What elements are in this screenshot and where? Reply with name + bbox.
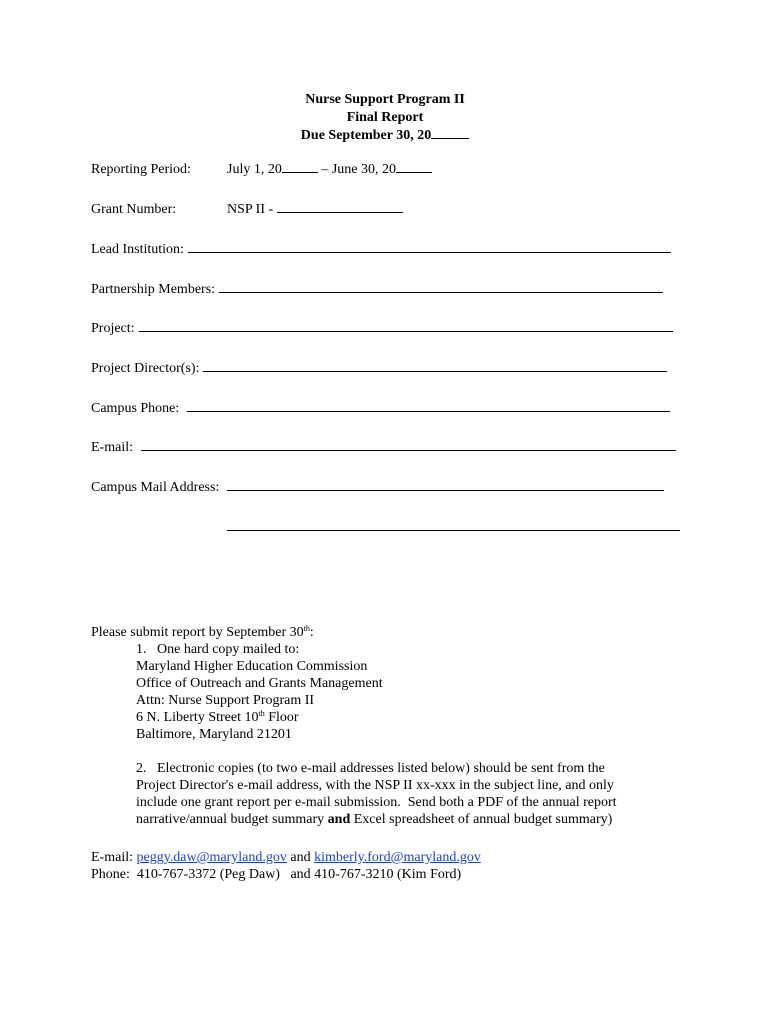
address-line-1: Maryland Higher Education Commission [136,659,368,674]
reporting-period-label: Reporting Period: [91,162,191,177]
electronic-text-a: narrative/annual budget summary [136,812,328,827]
intro-text: Please submit report by September 30 [91,625,304,640]
lead-institution-label: Lead Institution: [91,242,184,257]
contact-phone-line: Phone: 410-767-3372 (Peg Daw) and 410-767-3210 (Kim Ford) [91,867,462,882]
item-hard-copy: 1. One hard copy mailed to: [136,642,300,657]
address-line-5: Baltimore, Maryland 21201 [136,727,292,742]
intro-sup: th [303,624,310,633]
due-year-blank[interactable] [431,126,469,139]
electronic-text-bold: and [327,812,351,827]
reporting-period-row [91,160,432,178]
start-year-blank[interactable] [282,160,318,173]
partnership-members-label: Partnership Members: [91,282,216,297]
electronic-text-b: Excel spreadsheet of annual budget summary) [350,812,613,827]
address-line-4 [136,709,681,726]
grant-number-label: Grant Number: [91,202,177,217]
contact-email-line [91,849,481,866]
address-street: 6 N. Liberty Street 10 [136,710,259,725]
email-link-peggy[interactable]: peggy.daw@maryland.gov [136,850,287,865]
project-directors-row [91,359,667,377]
lead-institution-row [91,240,671,258]
address-line-2: Office of Outreach and Grants Management [136,676,383,691]
project-label: Project: [91,321,135,336]
campus-mail-second-blank[interactable] [227,518,680,531]
campus-phone-label: Campus Phone: [91,401,180,416]
grant-number-blank[interactable] [277,200,403,213]
item-electronic-line-4 [136,811,681,828]
item-electronic-line-3: include one grant report per e-mail submission. Send both a PDF of the annual report [136,795,617,810]
contact-info [91,849,481,883]
due-date-text: Due September 30, 20 [300,128,432,143]
title-line-report: Final Report [346,109,424,125]
project-blank[interactable] [139,319,673,332]
campus-mail-label: Campus Mail Address: [91,480,220,495]
campus-phone-blank[interactable] [187,399,670,412]
partnership-members-blank[interactable] [219,280,663,293]
item-electronic-line-2: Project Director's e-mail address, with the NSP II xx-xxx in the subject line, and only [136,778,614,793]
contact-email-label: E-mail: [91,850,137,865]
reporting-period-start: July 1, 20 [227,162,282,177]
submission-instructions [91,624,681,828]
title-line-program: Nurse Support Program II [305,92,465,107]
address-floor: Floor [264,710,299,725]
campus-mail-row [91,478,664,496]
campus-phone-row [91,399,670,417]
grant-number-prefix: NSP II - [227,202,277,217]
email-blank[interactable] [141,438,676,451]
lead-institution-blank[interactable] [188,240,671,253]
reporting-period-end: – June 30, 20 [317,162,397,177]
partnership-members-row [91,280,663,298]
project-row [91,319,673,337]
project-directors-blank[interactable] [203,359,667,372]
document-title [0,91,770,145]
email-link-kimberly[interactable]: kimberly.ford@maryland.gov [314,850,481,865]
end-year-blank[interactable] [396,160,432,173]
grant-number-row [91,200,403,218]
title-line-due [0,126,770,145]
email-row [91,438,676,456]
project-directors-label: Project Director(s): [91,361,200,376]
item-electronic-line-1: 2. Electronic copies (to two e-mail addresses listed below) should be sent from the [136,761,605,776]
intro-end: : [309,625,314,640]
instructions-intro [91,624,681,641]
campus-mail-blank[interactable] [227,478,664,491]
address-sup: th [258,709,265,718]
address-line-3: Attn: Nurse Support Program II [136,693,315,708]
email-label: E-mail: [91,440,133,455]
contact-and: and [286,850,315,865]
